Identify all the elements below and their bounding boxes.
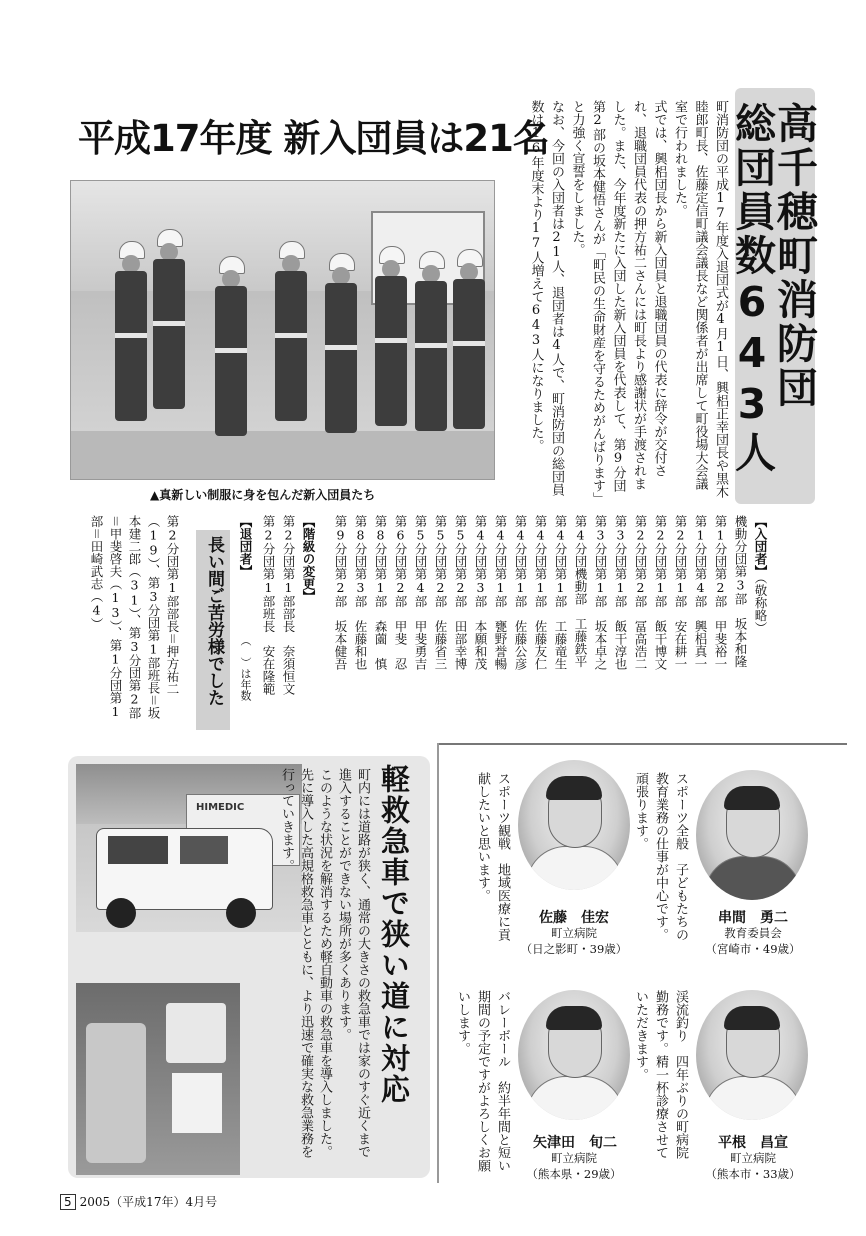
staff-origin: （宮崎市・49歳） bbox=[705, 942, 801, 956]
list-item: 第2分団第1部部長＝押方祐二（19）、第3分団第1部班長＝坂本建二郎（31）、第3分団第2部＝甲斐啓夫（13）、第1分団第1部＝田崎武志（4） bbox=[89, 515, 180, 719]
photo-caption: ▲真新しい制服に身を包んだ新入団員たち bbox=[150, 488, 376, 502]
vehicle-text: HIMEDIC bbox=[196, 802, 245, 813]
list-item: 第4分団機動部 工藤鉄平 bbox=[573, 515, 588, 668]
list-item: 機動分団第3部 坂本和隆 bbox=[733, 515, 748, 668]
list-item: 第8分団第1部 森薗 慎 bbox=[373, 515, 388, 670]
staff-name: 矢津田 旬二 bbox=[533, 1135, 617, 1151]
ambulance-body bbox=[222, 768, 372, 1168]
ambulance-headline: 軽救急車で狭い道に対応 bbox=[377, 764, 411, 1105]
retired-heading: 【退団者】 bbox=[238, 515, 253, 578]
issue-label: 2005（平成17年）4月号 bbox=[79, 1195, 218, 1209]
staff-origin: （熊本市・33歳） bbox=[705, 1167, 801, 1181]
staff-name: 平根 昌宣 bbox=[718, 1135, 788, 1151]
list-item: 第1分団第2部 甲斐裕一 bbox=[713, 515, 728, 670]
firefighters-photo bbox=[70, 180, 495, 480]
list-item: 第6分団第2部 甲斐 忍 bbox=[393, 515, 408, 670]
page-number: 5 bbox=[60, 1194, 76, 1210]
roster-list bbox=[200, 515, 770, 725]
list-item: 第2分団第1部 飯干博文 bbox=[653, 515, 668, 670]
list-item: 第1分団第4部 興梠真一 bbox=[693, 515, 708, 670]
list-item: 第8分団第3部 佐藤和也 bbox=[353, 515, 368, 670]
list-item: 第2分団第1部部長 奈須恒文 bbox=[281, 515, 296, 695]
list-item: 第4分団第1部 佐藤友仁 bbox=[533, 515, 548, 670]
ambulance-interior-photo bbox=[76, 983, 240, 1175]
article-paragraph: 町内には道路が狭く、通常の大きさの救急車では家のすぐ近くまで進入することができない場所が多くあります。 bbox=[336, 768, 370, 1158]
staff-message: スポーツ観戦 地域医療に貢献したいと思います。 bbox=[475, 772, 510, 941]
thanks-banner: 長い間ご苦労様でした bbox=[196, 530, 230, 730]
list-item: 第3分団第1部 飯干淳也 bbox=[613, 515, 628, 670]
list-item: 第5分団第2部 田部幸博 bbox=[453, 515, 468, 670]
staff-origin: （熊本県・29歳） bbox=[526, 1167, 622, 1181]
article-headline: 平成17年度 新入団員は21名 bbox=[78, 117, 549, 160]
list-item: 第2分団第2部 冨高浩二 bbox=[633, 515, 648, 670]
staff-message: 渓流釣り 四年ぶりの町病院勤務です。精一杯診療させていただきます。 bbox=[633, 990, 688, 1159]
list-item: 第5分団第2部 佐藤省三 bbox=[433, 515, 448, 670]
staff-message: バレーボール 約半年間と短い期間の予定ですがよろしくお願いします。 bbox=[455, 990, 510, 1172]
article-body bbox=[500, 100, 730, 500]
list-item: 第9分団第2部 坂本健吾 bbox=[333, 515, 348, 670]
article-paragraph: なお、今回の入団者は21人、退団者は4人で、町消防団の総団員数は16年度末より17人増えて643人になりました。 bbox=[528, 100, 564, 496]
entrants-heading-col bbox=[751, 515, 770, 720]
article-paragraph: 先に導入した高規格救急車とともに、より迅速で確実な救急業務を行っていきます。 bbox=[279, 768, 313, 1158]
entrants-heading: 【入団者】 bbox=[753, 515, 768, 578]
retired-note: （ ）は年数 bbox=[239, 635, 252, 701]
list-item: 第2分団第1部 安在耕一 bbox=[673, 515, 688, 670]
portrait-photo bbox=[518, 760, 630, 890]
article-paragraph: このような状況を解消するため軽自動車の救急車を導入しました。 bbox=[317, 768, 332, 1158]
staff-name: 串間 勇二 bbox=[718, 910, 788, 926]
staff-dept: 町立病院 bbox=[551, 1151, 597, 1165]
portrait-photo bbox=[696, 770, 808, 900]
title-line: 総団員数643人 bbox=[728, 102, 776, 475]
rank-change-heading: 【階級の変更】 bbox=[301, 515, 316, 603]
list-item: 第5分団第4部 甲斐勇吉 bbox=[413, 515, 428, 670]
divider bbox=[437, 743, 847, 745]
staff-name: 佐藤 佳宏 bbox=[539, 910, 609, 926]
title-box bbox=[728, 88, 818, 504]
list-item: 第4分団第3部 本願和茂 bbox=[473, 515, 488, 670]
list-item: 第4分団第1部 佐藤公彦 bbox=[513, 515, 528, 670]
retired-section bbox=[72, 515, 262, 725]
staff-origin: （日之影町・39歳） bbox=[520, 942, 628, 956]
portrait-photo bbox=[696, 990, 808, 1120]
list-item: 第4分団第1部 甕野誉暢 bbox=[493, 515, 508, 670]
article-paragraph: 町消防団の平成17年度入退団式が4月1日、興梠正幸団長や黒木睦郎町長、佐藤定信町議会議長など関係者が出席して町役場大会議室で行われました。 bbox=[672, 100, 728, 498]
entrants-note: （敬称略） bbox=[753, 577, 768, 634]
divider bbox=[437, 743, 439, 1183]
title-line: 高千穂町消防団 bbox=[770, 102, 818, 410]
staff-dept: 町立病院 bbox=[551, 926, 597, 940]
portrait-photo bbox=[518, 990, 630, 1120]
list-item: 第2分団第1部班長 安在隆範 bbox=[261, 515, 276, 695]
article-paragraph: 式では、興梠団長から新入団員と退職団員の代表に辞令が交付され、退職団員代表の押方祐二さんには町長より感謝状が手渡されました。また、今年度新たに入団した新入団員を代表して、第9分団第2部の坂本健悟さんが「町民の生命財産を守るためがんばります」と力強く宣誓をしました。 bbox=[569, 100, 667, 499]
staff-dept: 教育委員会 bbox=[724, 926, 782, 940]
list-item: 第3分団第1部 坂本卓之 bbox=[593, 515, 608, 670]
staff-dept: 町立病院 bbox=[730, 1151, 776, 1165]
list-item: 第4分団第1部 工藤竜生 bbox=[553, 515, 568, 670]
staff-message: スポーツ全般 子どもたちの教育業務の仕事が中心です。頑張ります。 bbox=[633, 772, 688, 941]
page-footer bbox=[60, 1193, 217, 1210]
